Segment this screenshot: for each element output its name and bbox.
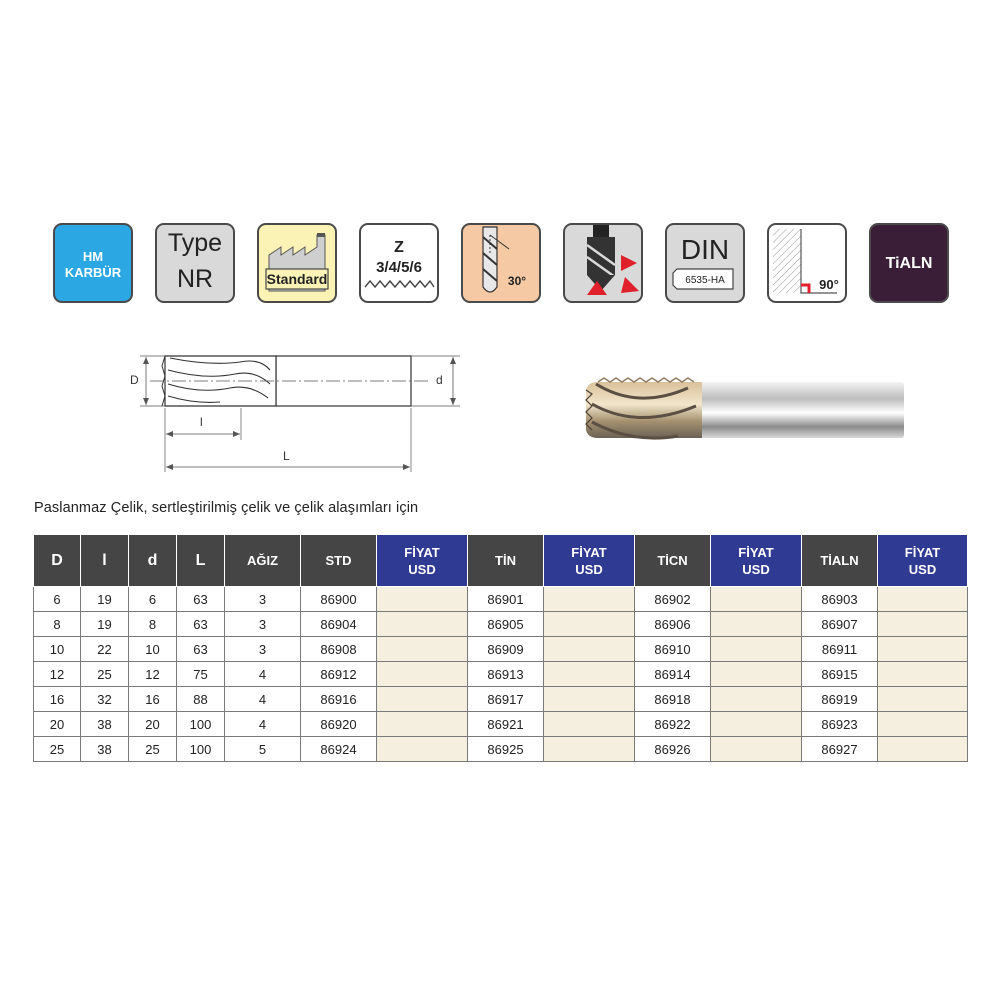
price-cell (711, 712, 802, 737)
col-header-price-tialn (878, 535, 968, 587)
table-cell: 86902 (635, 587, 711, 612)
table-cell: 6 (129, 587, 177, 612)
table-cell: 4 (225, 687, 301, 712)
table-cell: 86919 (802, 687, 878, 712)
table-cell: 100 (177, 737, 225, 762)
table-cell: 19 (81, 612, 129, 637)
col-header-l: l (81, 535, 129, 587)
table-cell: 86912 (301, 662, 377, 687)
price-cell (878, 737, 968, 762)
col-header-L: L (177, 535, 225, 587)
col-header-price-ticn (711, 535, 802, 587)
table-cell: 75 (177, 662, 225, 687)
table-cell: 86913 (468, 662, 544, 687)
table-cell: 16 (129, 687, 177, 712)
table-row (34, 687, 968, 712)
table-row (34, 737, 968, 762)
end-mill-photo (578, 370, 908, 455)
price-cell (878, 637, 968, 662)
table-cell: 86924 (301, 737, 377, 762)
table-cell: 86920 (301, 712, 377, 737)
col-header-price-std (377, 535, 468, 587)
col-header-price-tin (544, 535, 635, 587)
flute-count-icon (359, 223, 439, 303)
din-standard-icon (665, 223, 745, 303)
table-cell: 63 (177, 612, 225, 637)
price-cell (377, 637, 468, 662)
type-label: Type (167, 229, 223, 257)
din-number: 6535-HA (685, 275, 725, 286)
tialn-coating-icon (869, 223, 949, 303)
table-cell: 4 (225, 662, 301, 687)
table-cell: 5 (225, 737, 301, 762)
table-cell: 25 (81, 662, 129, 687)
table-cell: 20 (129, 712, 177, 737)
col-header-agiz: AĞIZ (225, 535, 301, 587)
table-cell: 4 (225, 712, 301, 737)
table-cell: 86900 (301, 587, 377, 612)
table-cell: 86927 (802, 737, 878, 762)
price-cell (544, 712, 635, 737)
price-cell (377, 687, 468, 712)
table-cell: 86904 (301, 612, 377, 637)
col-header-std: STD (301, 535, 377, 587)
table-cell: 20 (34, 712, 81, 737)
table-cell: 8 (129, 612, 177, 637)
table-cell: 86918 (635, 687, 711, 712)
table-cell: 86901 (468, 587, 544, 612)
table-row (34, 712, 968, 737)
table-cell: 86917 (468, 687, 544, 712)
table-cell: 16 (34, 687, 81, 712)
standard-factory-icon (257, 223, 337, 303)
table-cell: 86923 (802, 712, 878, 737)
din-label: DIN (680, 234, 730, 265)
helix-angle-icon (461, 223, 541, 303)
price-header-text: FİYAT USD (571, 544, 607, 577)
helix-angle-label: 30° (507, 274, 527, 288)
table-cell: 19 (81, 587, 129, 612)
table-cell: 86903 (802, 587, 878, 612)
table-cell: 86905 (468, 612, 544, 637)
price-cell (544, 687, 635, 712)
price-header-text: FİYAT USD (404, 544, 440, 577)
flute-values: 3/4/5/6 (376, 259, 422, 276)
table-cell: 86906 (635, 612, 711, 637)
table-cell: 86915 (802, 662, 878, 687)
price-cell (544, 637, 635, 662)
price-cell (878, 712, 968, 737)
z-label: Z (394, 239, 404, 256)
price-cell (377, 612, 468, 637)
table-cell: 86907 (802, 612, 878, 637)
table-cell: 86921 (468, 712, 544, 737)
price-cell (377, 587, 468, 612)
table-cell: 86916 (301, 687, 377, 712)
hm-label: HM (82, 249, 104, 264)
price-cell (544, 612, 635, 637)
dim-L-label: L (283, 449, 290, 463)
nr-label: NR (176, 265, 214, 293)
price-cell (711, 587, 802, 612)
standard-label: Standard (266, 271, 328, 287)
col-header-ticn: TİCN (635, 535, 711, 587)
price-cell (377, 737, 468, 762)
table-cell: 3 (225, 612, 301, 637)
col-header-tialn: TİALN (802, 535, 878, 587)
table-cell: 12 (129, 662, 177, 687)
corner-angle-label: 90° (819, 277, 839, 292)
price-cell (544, 587, 635, 612)
table-cell: 12 (34, 662, 81, 687)
table-cell: 3 (225, 587, 301, 612)
type-nr-icon (155, 223, 235, 303)
col-header-d: d (129, 535, 177, 587)
price-cell (544, 662, 635, 687)
cutting-direction-icon (563, 223, 643, 303)
price-header-text: FİYAT USD (904, 544, 941, 577)
col-header-D: D (34, 535, 81, 587)
price-cell (377, 712, 468, 737)
hm-carbide-icon (53, 223, 133, 303)
table-row (34, 587, 968, 612)
price-cell (711, 612, 802, 637)
price-cell (711, 687, 802, 712)
table-header-row (34, 535, 968, 587)
tool-technical-drawing (110, 340, 470, 480)
dim-l-label: l (200, 415, 203, 429)
table-cell: 86911 (802, 637, 878, 662)
table-row (34, 662, 968, 687)
table-cell: 22 (81, 637, 129, 662)
table-cell: 86922 (635, 712, 711, 737)
price-cell (878, 687, 968, 712)
price-header-text: FİYAT USD (738, 544, 774, 577)
table-cell: 86910 (635, 637, 711, 662)
price-cell (544, 737, 635, 762)
table-cell: 100 (177, 712, 225, 737)
table-cell: 86914 (635, 662, 711, 687)
table-cell: 38 (81, 737, 129, 762)
table-cell: 6 (34, 587, 81, 612)
table-cell: 38 (81, 712, 129, 737)
table-cell: 25 (129, 737, 177, 762)
table-cell: 32 (81, 687, 129, 712)
tialn-label: TiALN (885, 255, 933, 272)
feature-icon-row (53, 223, 949, 305)
table-cell: 86908 (301, 637, 377, 662)
table-cell: 86926 (635, 737, 711, 762)
price-cell (878, 612, 968, 637)
table-cell: 86925 (468, 737, 544, 762)
table-row (34, 637, 968, 662)
table-row (34, 612, 968, 637)
table-cell: 3 (225, 637, 301, 662)
table-cell: 63 (177, 637, 225, 662)
table-cell: 88 (177, 687, 225, 712)
table-cell: 63 (177, 587, 225, 612)
dim-d-label: d (436, 373, 443, 387)
table-cell: 86909 (468, 637, 544, 662)
application-caption: Paslanmaz Çelik, sertleştirilmiş çelik ve çelik alaşımları için (34, 500, 419, 516)
price-cell (878, 587, 968, 612)
table-cell: 10 (129, 637, 177, 662)
table-cell: 8 (34, 612, 81, 637)
dim-D-label: D (130, 373, 139, 387)
product-spec-table (33, 534, 968, 762)
col-header-tin: TİN (468, 535, 544, 587)
price-cell (711, 662, 802, 687)
price-cell (711, 737, 802, 762)
table-cell: 10 (34, 637, 81, 662)
table-cell: 25 (34, 737, 81, 762)
price-cell (878, 662, 968, 687)
price-cell (377, 662, 468, 687)
price-cell (711, 637, 802, 662)
corner-angle-icon (767, 223, 847, 303)
karbur-label: KARBÜR (64, 265, 122, 280)
